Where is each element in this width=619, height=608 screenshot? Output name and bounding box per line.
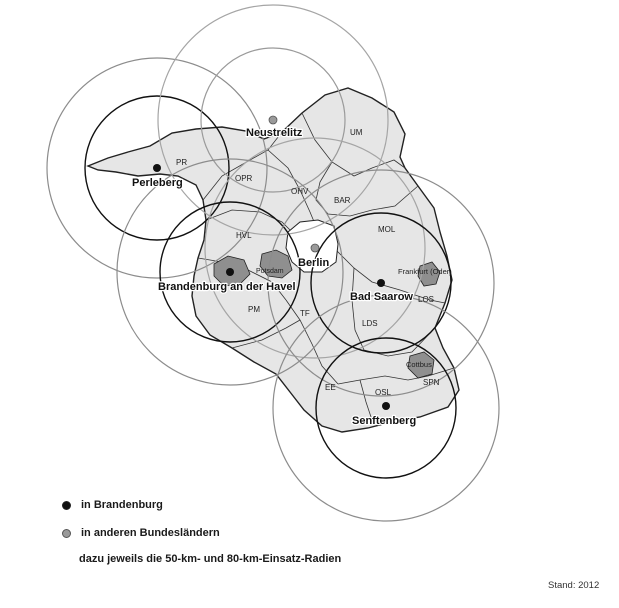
base-label-senftenberg: Senftenberg	[352, 415, 417, 427]
base-marker-senftenberg	[382, 402, 390, 410]
base-marker-neustrelitz	[269, 116, 277, 124]
legend-label-brandenburg: in Brandenburg	[81, 499, 163, 511]
base-label-bad-saarow: Bad Saarow	[350, 291, 413, 303]
district-label-los: LOS	[418, 295, 435, 304]
date-note: Stand: 2012	[548, 580, 600, 591]
legend-radii-note	[79, 553, 341, 565]
city-label-potsdam: Potsdam	[256, 268, 284, 275]
base-marker-perleberg	[153, 164, 161, 172]
base-label-brandenburg: Brandenburg an der Havel	[158, 281, 296, 293]
city-label-frankfurt-oder: Frankfurt (Oder)	[398, 267, 452, 276]
legend-dot-gray-icon	[62, 529, 71, 538]
base-marker-bad-saarow	[377, 279, 385, 287]
legend-label-other-states: in anderen Bundesländern	[81, 527, 220, 539]
district-label-ohv: OHV	[291, 187, 309, 196]
district-label-pm: PM	[248, 305, 260, 314]
legend-label-radii: dazu jeweils die 50-km- und 80-km-Einsatz-Radien	[79, 553, 342, 565]
city-label-cottbus: Cottbus	[406, 360, 432, 369]
district-label-hvl: HVL	[236, 231, 252, 240]
legend-item-brandenburg	[62, 499, 163, 511]
district-label-tf: TF	[300, 309, 310, 318]
base-label-perleberg: Perleberg	[132, 177, 183, 189]
base-marker-brandenburg	[226, 268, 234, 276]
district-label-bar: BAR	[334, 196, 351, 205]
district-label-pr: PR	[176, 158, 188, 167]
base-label-berlin: Berlin	[298, 257, 330, 269]
district-label-spn: SPN	[423, 378, 440, 387]
base-label-neustrelitz: Neustrelitz	[246, 127, 303, 139]
legend-item-other-states	[62, 527, 220, 539]
district-label-opr: OPR	[235, 174, 253, 183]
district-label-um: UM	[350, 128, 363, 137]
district-label-ee: EE	[325, 383, 336, 392]
legend-dot-black-icon	[62, 501, 71, 510]
district-label-mol: MOL	[378, 225, 396, 234]
base-marker-berlin	[311, 244, 319, 252]
district-label-osl: OSL	[375, 388, 392, 397]
district-label-lds: LDS	[362, 319, 378, 328]
